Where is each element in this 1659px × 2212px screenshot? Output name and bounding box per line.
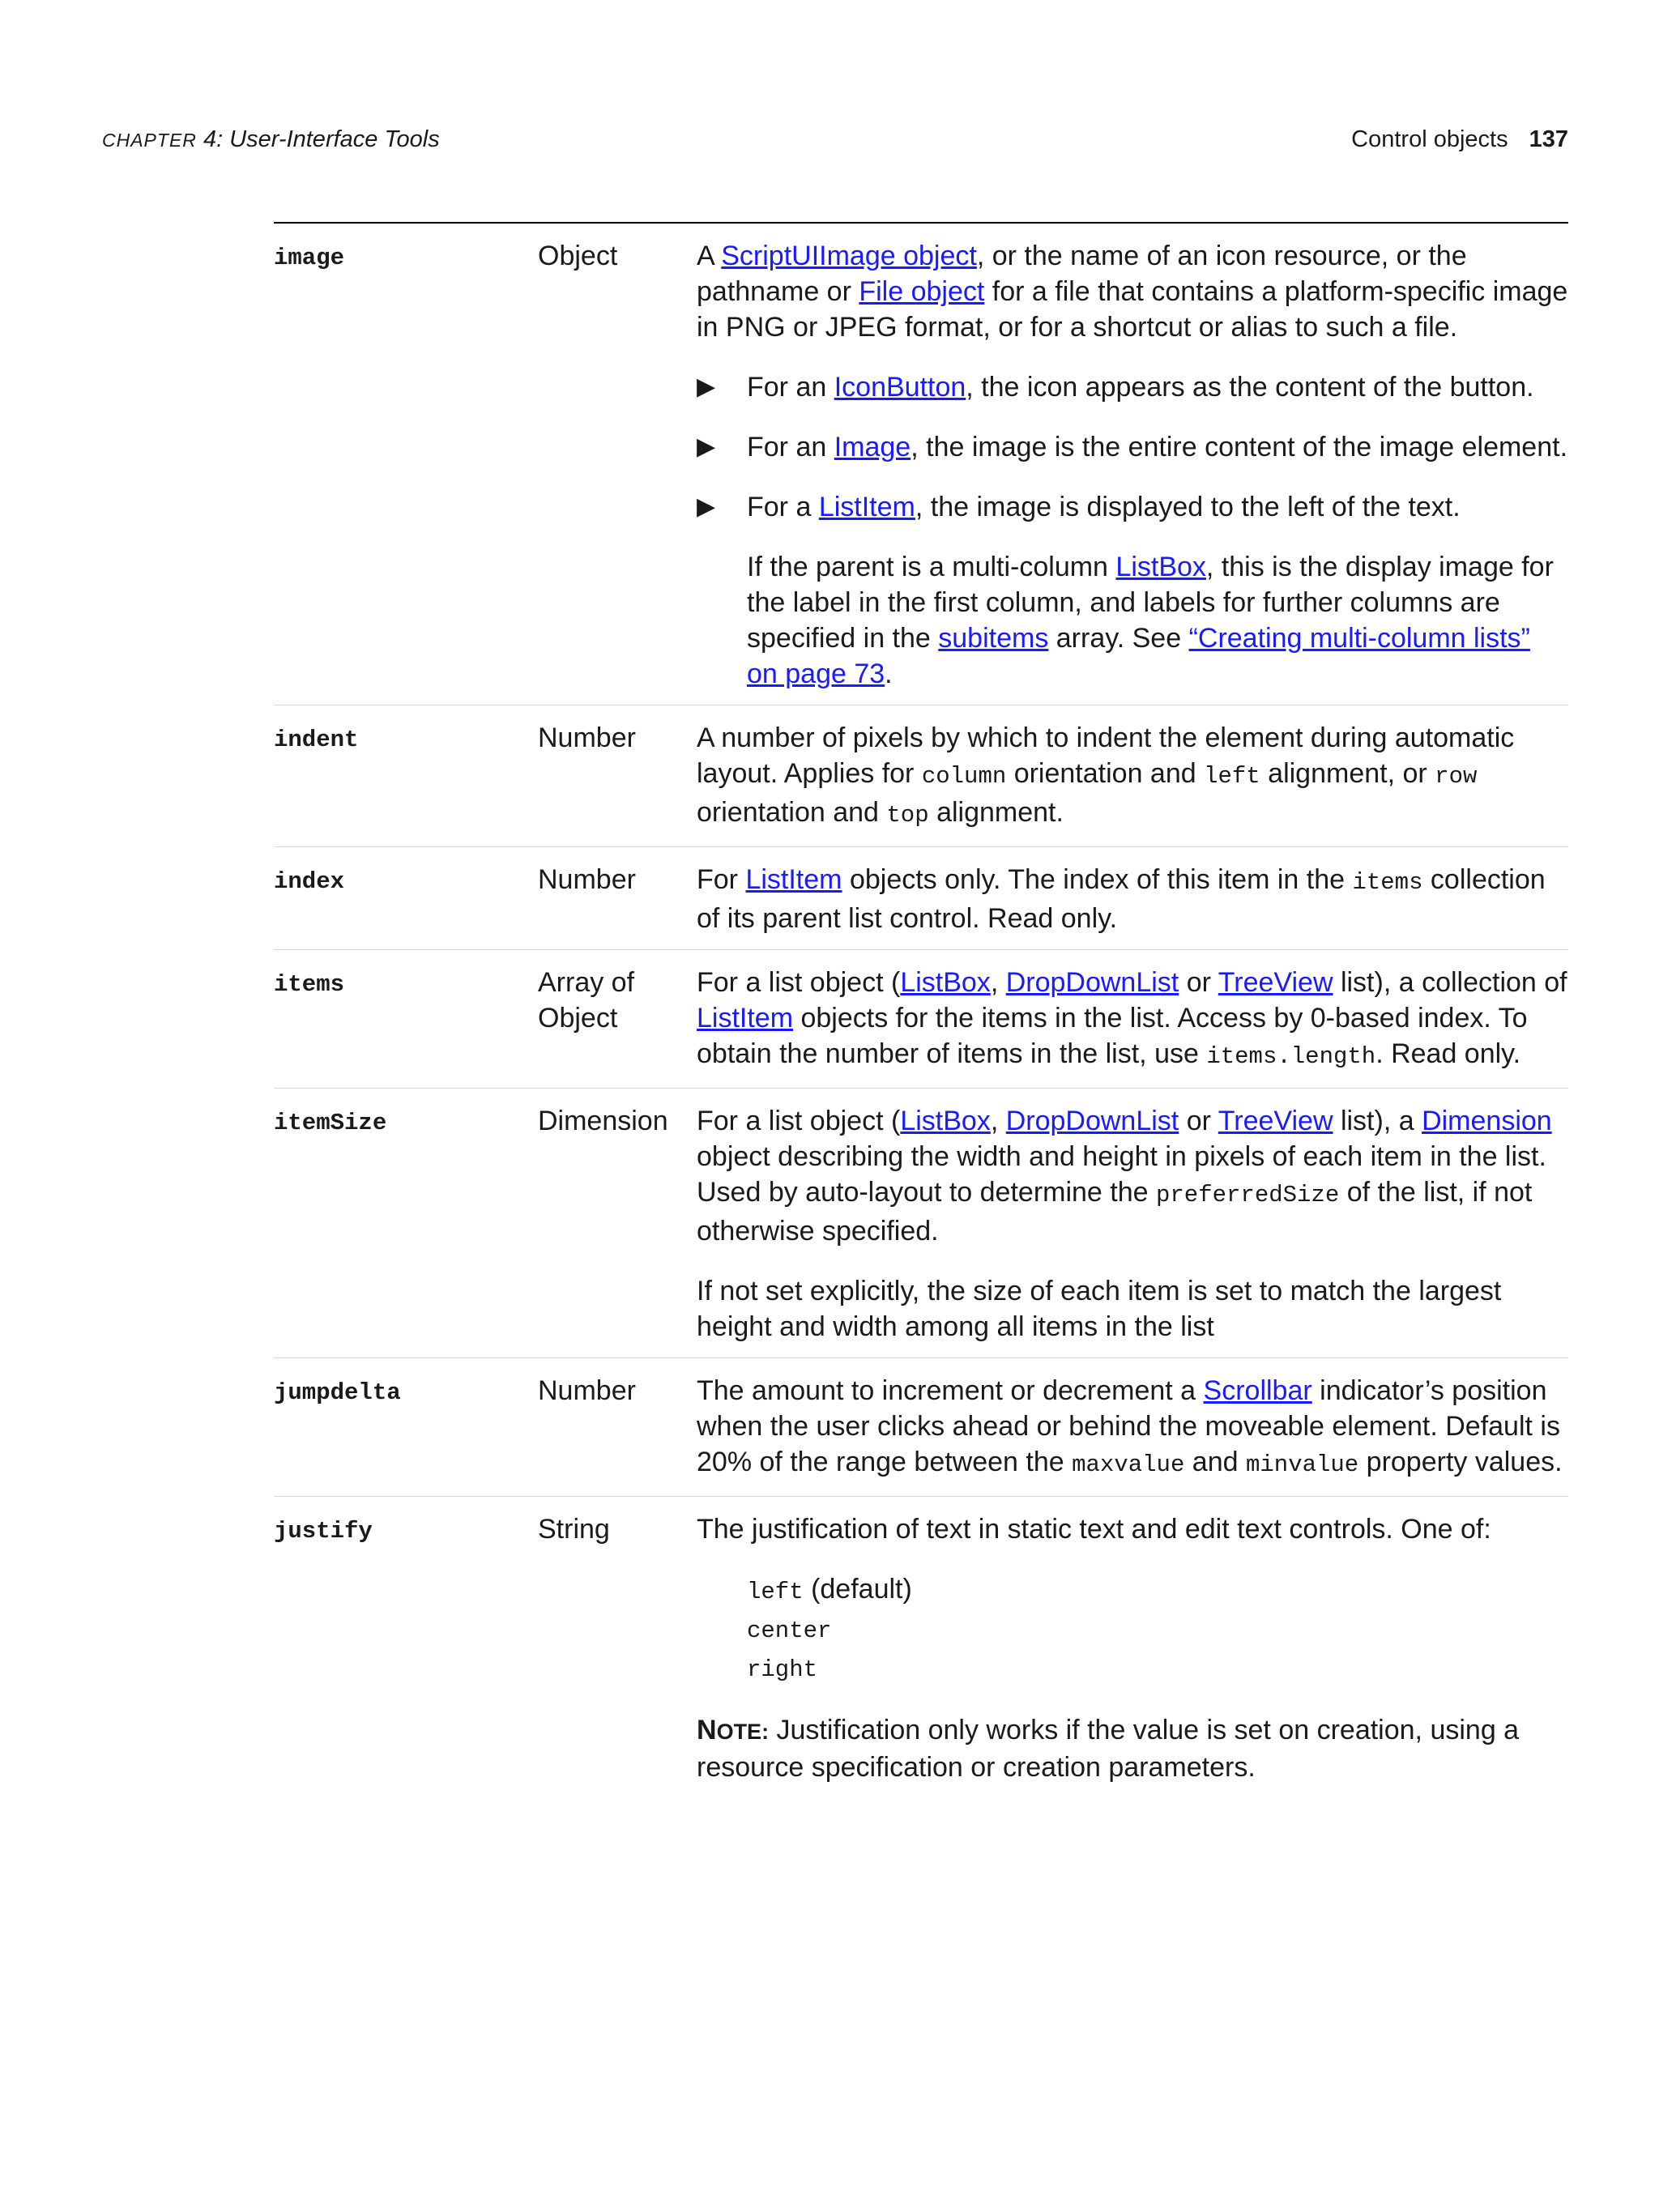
table-row-items (274, 949, 1568, 1088)
bullet-triangle-icon: ▶ (697, 433, 716, 460)
table-row-image (274, 224, 1568, 705)
property-description: A number of pixels by which to indent the element during automatic layout. Applies for column orientation and left alignment, or row orientation and top alignment. (697, 722, 1515, 829)
property-description: A ScriptUIImage object, or the name of an icon resource, or the pathname or File object for a file that contains a platform-specific image in PNG or JPEG format, or for a shortcut or alias to such a file. ▶ For an IconButton, the icon appears as the content of the button. ▶ For an Image, the image is the entire content of the image element. ▶ For a ListItem, the image is displayed to the left of the text. If the parent is a multi-column ListBox, this is the display image for the label in the first column, and labels for further columns are specified in the subitems array. See “Creating multi-column lists” on page 73. (697, 241, 1568, 689)
property-name: image (274, 245, 345, 271)
listitem-link[interactable]: ListItem (818, 492, 915, 522)
property-name: indent (274, 727, 359, 753)
dimension-link[interactable]: Dimension (1422, 1106, 1552, 1136)
listitem-link[interactable]: ListItem (745, 864, 842, 895)
justify-values: left (default) center right (747, 1574, 912, 1683)
treeview-link[interactable]: TreeView (1218, 967, 1333, 998)
scrollbar-link[interactable]: Scrollbar (1203, 1375, 1312, 1406)
property-name: index (274, 868, 345, 895)
property-type: Array of Object (538, 967, 635, 1034)
table-row-indent (274, 705, 1568, 846)
image-link[interactable]: Image (834, 432, 911, 462)
property-type: Number (538, 864, 636, 895)
property-name: items (274, 971, 345, 998)
listbox-link[interactable]: ListBox (900, 967, 991, 998)
property-description: For a list object (ListBox, DropDownList or TreeView list), a Dimension object describing the width and height in pixels of each item in the list. Used by auto-layout to determine the preferredSize of the list, if not otherwise specified. If not set explicitly, the size of each item is set to match the largest height and width among all items in the list (697, 1106, 1552, 1342)
scriptuiimage-object-link[interactable]: ScriptUIImage object (721, 241, 977, 271)
subitems-link[interactable]: subitems (938, 623, 1049, 654)
dropdownlist-link[interactable]: DropDownList (1005, 967, 1179, 998)
multi-column-lists-link[interactable]: “Creating multi-column lists” on page 73 (747, 623, 1530, 689)
table-row-justify (274, 1496, 1568, 1798)
treeview-link[interactable]: TreeView (1218, 1106, 1333, 1136)
property-type: Number (538, 722, 636, 753)
property-table (274, 224, 1568, 1798)
bullet-triangle-icon: ▶ (697, 493, 716, 520)
file-object-link[interactable]: File object (859, 276, 985, 307)
dropdownlist-link[interactable]: DropDownList (1005, 1106, 1179, 1136)
table-row-jumpdelta (274, 1357, 1568, 1496)
table-row-itemsize (274, 1088, 1568, 1357)
page-number: 137 (1529, 126, 1568, 152)
property-type: Number (538, 1375, 636, 1406)
chapter-title: CHAPTER 4: User-Interface Tools (102, 126, 440, 152)
property-name: justify (274, 1518, 373, 1545)
bullet-item: ▶ For a ListItem, the image is displayed to the left of the text. (697, 489, 1568, 525)
property-name: itemSize (274, 1110, 387, 1136)
table-row-index (274, 846, 1568, 949)
property-type: Object (538, 241, 618, 271)
property-description: The justification of text in static text and edit text controls. One of: left (default) center right NOTE: Justification only works if the value is set on creation, using a resource specification or creation parameters. (697, 1511, 1568, 1785)
bullet-item: ▶ For an IconButton, the icon appears as the content of the button. (697, 369, 1568, 405)
iconbutton-link[interactable]: IconButton (834, 372, 966, 403)
property-type: String (538, 1514, 610, 1545)
running-header (1351, 126, 1568, 153)
listitem-link[interactable]: ListItem (697, 1003, 794, 1034)
listbox-link[interactable]: ListBox (1115, 552, 1206, 582)
property-type: Dimension (538, 1106, 668, 1136)
section-title: Control objects (1351, 126, 1508, 152)
property-description: For a list object (ListBox, DropDownList or TreeView list), a collection of ListItem objects for the items in the list. Access by 0-based index. To obtain the number of items in the list, use items.length. Read only. (697, 967, 1567, 1070)
property-name: jumpdelta (274, 1379, 401, 1406)
note: NOTE: Justification only works if the value is set on creation, using a resource specification or creation parameters. (697, 1715, 1520, 1783)
bullet-item: ▶ For an Image, the image is the entire content of the image element. (697, 429, 1568, 465)
bullet-triangle-icon: ▶ (697, 373, 716, 400)
property-description: For ListItem objects only. The index of this item in the items collection of its parent list control. Read only. (697, 864, 1546, 934)
property-description: The amount to increment or decrement a Scrollbar indicator’s position when the user clicks ahead or behind the moveable element. Default is 20% of the range between the maxvalue and minvalue property values. (697, 1375, 1563, 1478)
listbox-link[interactable]: ListBox (900, 1106, 991, 1136)
